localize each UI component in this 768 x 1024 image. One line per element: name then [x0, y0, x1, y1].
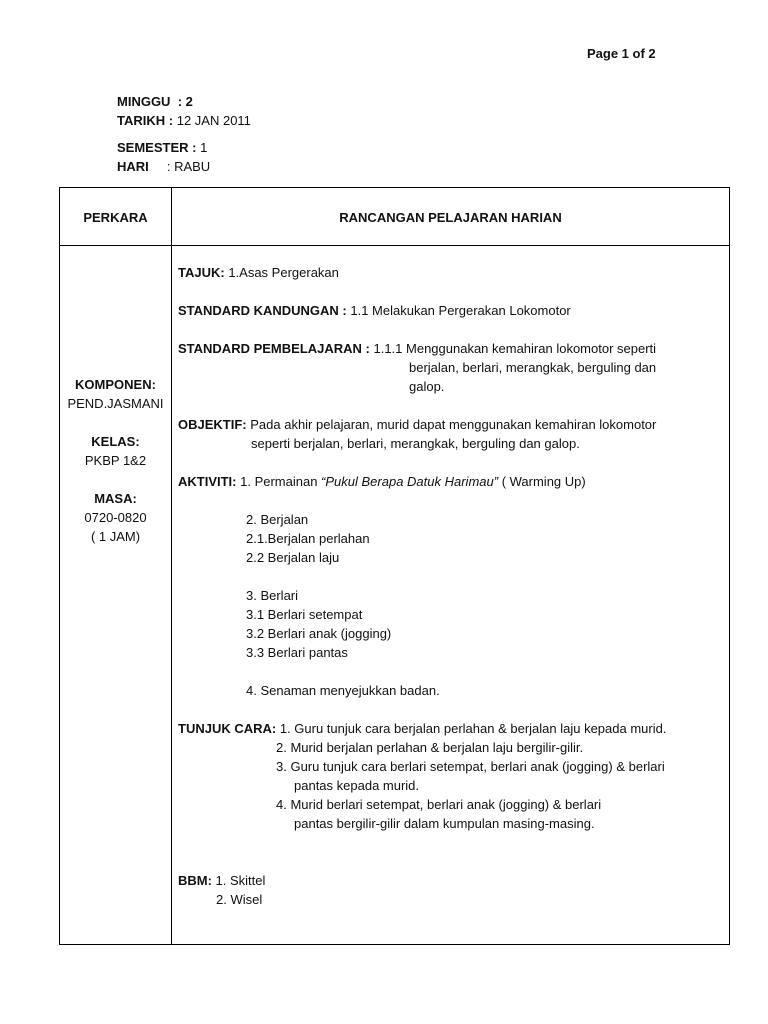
akt-line-1 [178, 473, 721, 492]
minggu-label: MINGGU [117, 94, 171, 109]
sk-value: 1.1 Melakukan Pergerakan Lokomotor [346, 303, 571, 318]
akt-item: 2.1.Berjalan perlahan [246, 531, 370, 546]
obj-value-1: Pada akhir pelajaran, murid dapat menggunakan kemahiran lokomotor [246, 417, 657, 432]
tc-line-2: 2. Murid berjalan perlahan & berjalan laju bergilir-gilir. [276, 740, 584, 755]
kelas-label: KELAS: [91, 434, 140, 449]
page-number: Page 1 of 2 [587, 46, 656, 61]
akt-item: 3.2 Berlari anak (jogging) [246, 626, 392, 641]
masa-duration: ( 1 JAM) [90, 529, 141, 544]
kelas-value: PKBP 1&2 [84, 453, 147, 468]
bbm-line-2: 2. Wisel [216, 892, 263, 907]
sp-line-2: berjalan, berlari, merangkak, berguling dan [409, 360, 657, 375]
akt-item: 3.3 Berlari pantas [246, 645, 348, 660]
tajuk-line [178, 264, 721, 283]
akt-item: 3. Berlari [246, 588, 299, 603]
tajuk-label: TAJUK: [178, 265, 225, 280]
tarikh-label: TARIKH : [117, 113, 174, 128]
tajuk-value: 1.Asas Pergerakan [224, 265, 339, 280]
meta-block-1 [117, 93, 251, 131]
obj-line-1 [178, 416, 721, 435]
tc-1: 1. Guru tunjuk cara berjalan perlahan & berjalan laju kepada murid. [276, 721, 667, 736]
komponen-value: PEND.JASMANI [67, 396, 164, 411]
content-column [178, 264, 721, 910]
semester-value: 1 [200, 140, 208, 155]
akt-1-post: ( Warming Up) [498, 474, 586, 489]
hari-value: : RABU [166, 159, 211, 174]
akt-item: 4. Senaman menyejukkan badan. [246, 683, 440, 698]
sk-label: STANDARD KANDUNGAN : [178, 303, 347, 318]
header-perkara: PERKARA [83, 210, 148, 225]
akt-1-pre: 1. Permainan [236, 474, 322, 489]
tc-line-4b: pantas bergilir-gilir dalam kumpulan masing-masing. [294, 816, 595, 831]
bbm-label: BBM: [178, 873, 212, 888]
semester-label: SEMESTER : [117, 140, 197, 155]
tc-line-3b: pantas kepada murid. [294, 778, 420, 793]
column-divider [171, 188, 172, 944]
bbm-line-1 [178, 872, 721, 891]
komponen-label: KOMPONEN: [75, 377, 156, 392]
akt-item: 3.1 Berlari setempat [246, 607, 363, 622]
sp-label: STANDARD PEMBELAJARAN : [178, 341, 370, 356]
meta-block-2 [117, 139, 210, 177]
tc-line-3a: 3. Guru tunjuk cara berlari setempat, berlari anak (jogging) & berlari [276, 759, 665, 774]
sp-line-3: galop. [409, 379, 445, 394]
header-divider [60, 245, 729, 246]
tc-label: TUNJUK CARA: [178, 721, 277, 736]
akt-item: 2. Berjalan [246, 512, 309, 527]
hari-label: HARI [117, 159, 149, 174]
left-column [60, 376, 171, 547]
tc-line-4a: 4. Murid berlari setempat, berlari anak (jogging) & berlari [276, 797, 602, 812]
header-rancangan: RANCANGAN PELAJARAN HARIAN [339, 210, 562, 225]
obj-label: OBJEKTIF: [178, 417, 247, 432]
tarikh-value: 12 JAN 2011 [176, 113, 251, 128]
sp-value-1: 1.1.1 Menggunakan kemahiran lokomotor seperti [369, 341, 657, 356]
akt-1-game-name: “Pukul Berapa Datuk Harimau” [321, 474, 499, 489]
akt-label: AKTIVITI: [178, 474, 237, 489]
tc-line-1 [178, 720, 721, 739]
sk-line [178, 302, 721, 321]
lesson-plan-table [59, 187, 730, 945]
obj-line-2: seperti berjalan, berlari, merangkak, berguling dan galop. [251, 436, 580, 451]
masa-label: MASA: [94, 491, 137, 506]
sp-line-1 [178, 340, 721, 359]
minggu-value: : 2 [177, 94, 193, 109]
bbm-1: 1. Skittel [211, 873, 266, 888]
masa-value: 0720-0820 [84, 510, 147, 525]
akt-item: 2.2 Berjalan laju [246, 550, 340, 565]
